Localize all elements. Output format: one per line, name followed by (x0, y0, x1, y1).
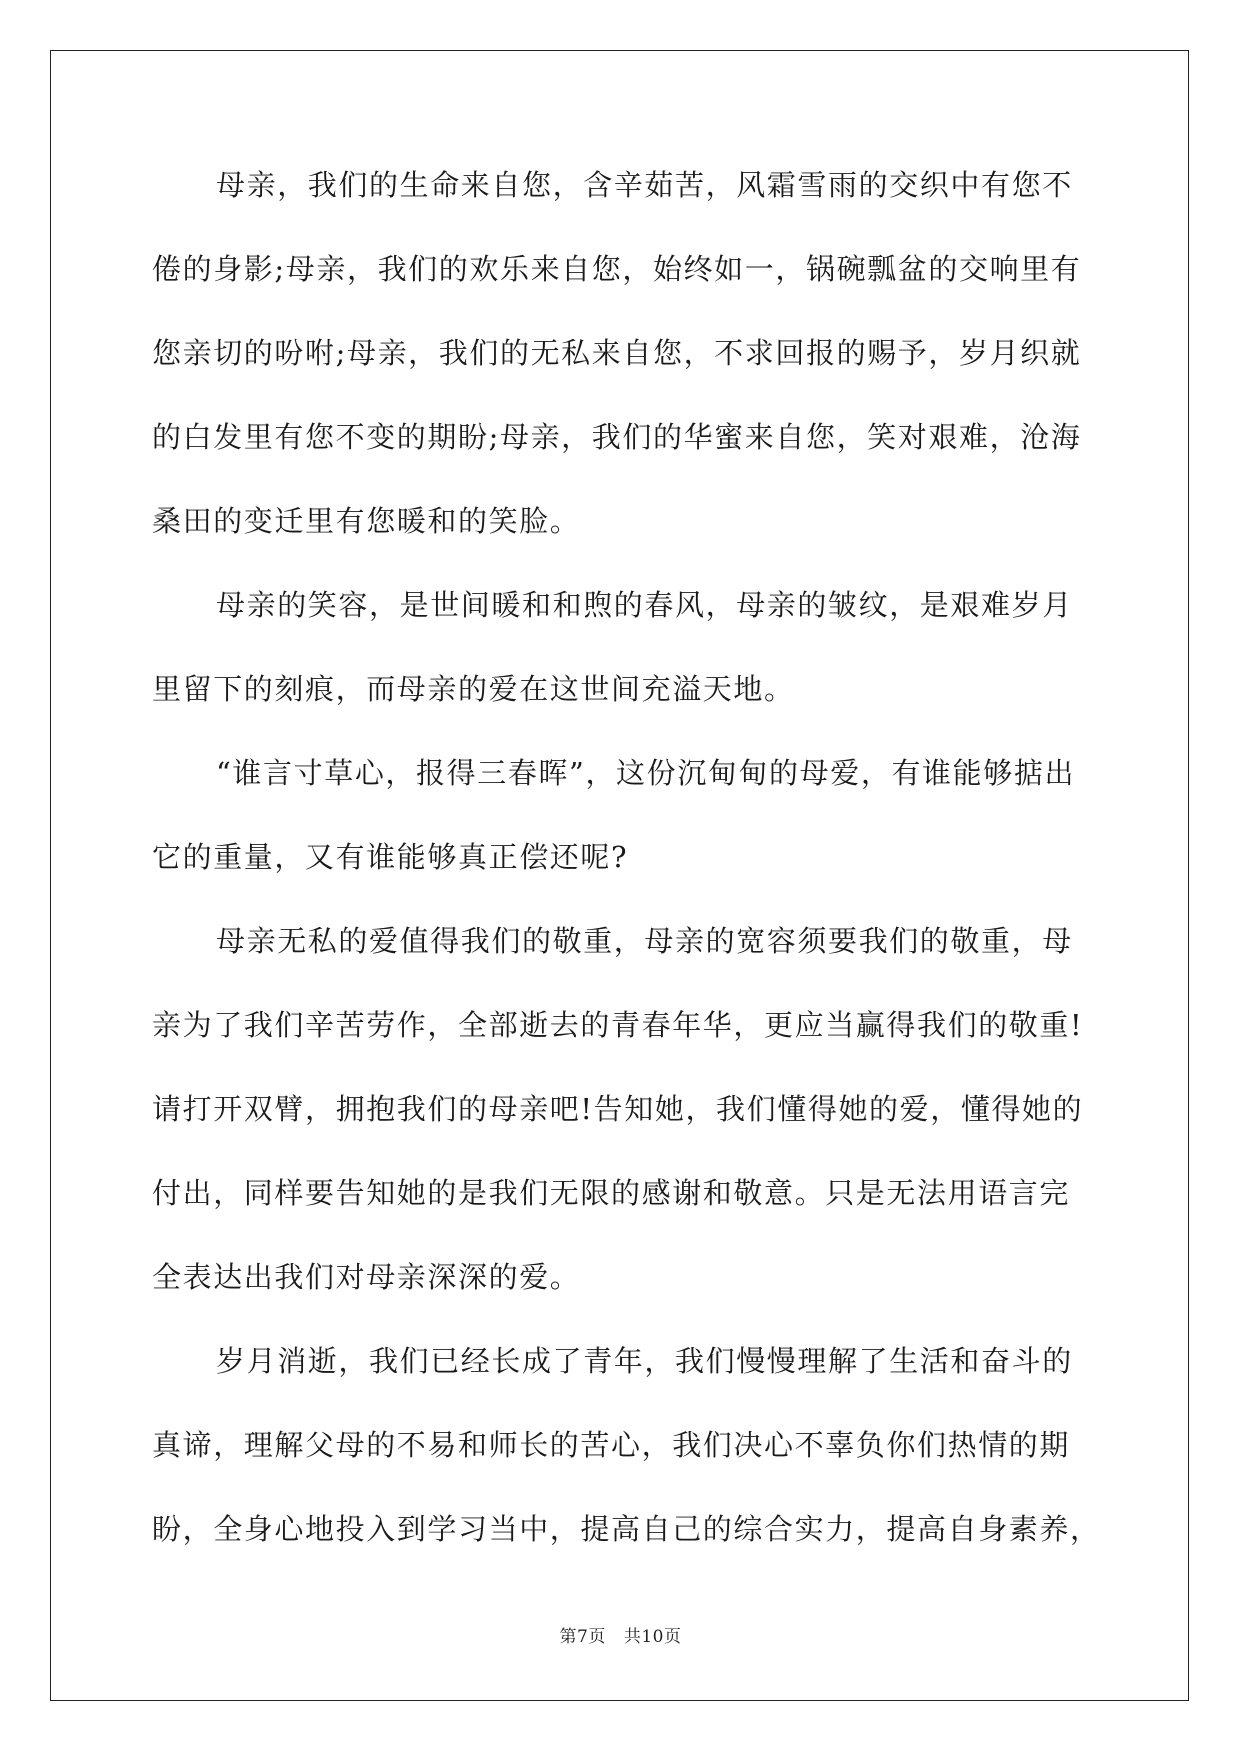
page-footer (0, 1622, 1241, 1647)
text-line: 盼，全身心地投入到学习当中，提高自己的综合实力，提高自身素养， (152, 1512, 1101, 1546)
text-line: 母亲的笑容，是世间暖和和煦的春风，母亲的皱纹，是艰难岁月 (216, 588, 1073, 622)
text-line: “谁言寸草心，报得三春晖”，这份沉甸甸的母爱，有谁能够掂出 (216, 756, 1076, 790)
text-line: 桑田的变迁里有您暖和的笑脸。 (152, 504, 581, 538)
text-line: 它的重量，又有谁能够真正偿还呢? (152, 840, 629, 874)
text-line: 您亲切的吩咐;母亲，我们的无私来自您，不求回报的赐予，岁月织就 (152, 336, 1082, 370)
text-line: 付出，同样要告知她的是我们无限的感谢和敬意。只是无法用语言完 (152, 1176, 1071, 1210)
page-number: 第7页 (559, 1627, 606, 1647)
text-line: 倦的身影;母亲，我们的欢乐来自您，始终如一，锅碗瓢盆的交响里有 (152, 252, 1082, 286)
text-line: 请打开双臂，拥抱我们的母亲吧!告知她，我们懂得她的爱，懂得她的 (152, 1092, 1084, 1126)
text-line: 里留下的刻痕，而母亲的爱在这世间充溢天地。 (152, 672, 795, 706)
text-line: 真谛，理解父母的不易和师长的苦心，我们决心不辜负你们热情的期 (152, 1428, 1071, 1462)
text-line: 亲为了我们辛苦劳作，全部逝去的青春年华，更应当赢得我们的敬重! (152, 1008, 1084, 1042)
text-line: 母亲，我们的生命来自您，含辛茹苦，风霜雪雨的交织中有您不 (216, 168, 1073, 202)
text-line: 岁月消逝，我们已经长成了青年，我们慢慢理解了生活和奋斗的 (216, 1344, 1073, 1378)
text-line: 全表达出我们对母亲深深的爱。 (152, 1260, 581, 1294)
text-line: 的白发里有您不变的期盼;母亲，我们的华蜜来自您，笑对艰难，沧海 (152, 420, 1082, 454)
document-body (152, 158, 1101, 1586)
text-line: 母亲无私的爱值得我们的敬重，母亲的宽容须要我们的敬重，母 (216, 924, 1073, 958)
page-total: 共10页 (623, 1627, 682, 1647)
